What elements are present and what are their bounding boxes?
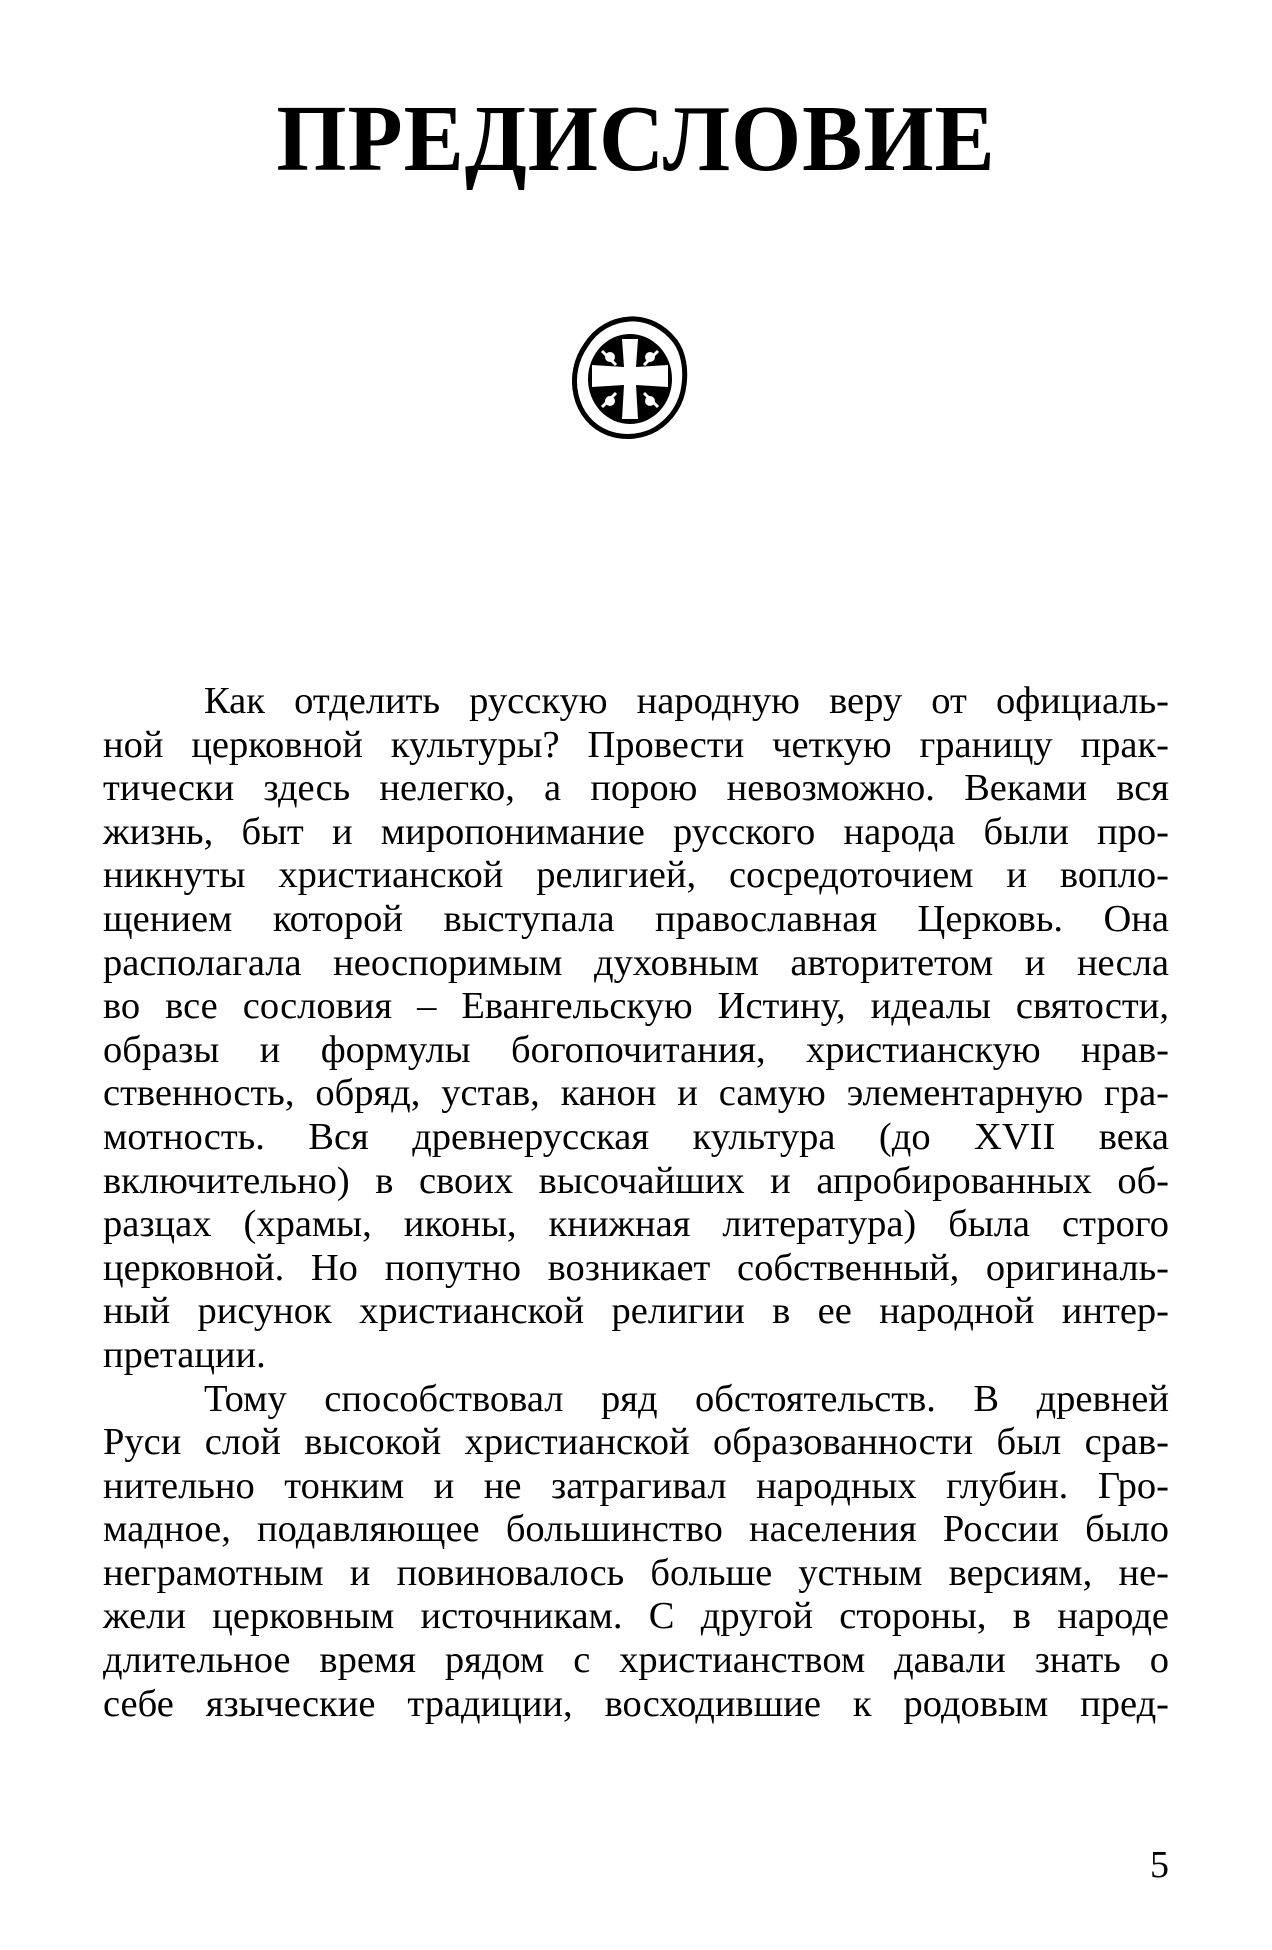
text-line: щением которой выступала православная Церковь. Она (103, 897, 1169, 940)
text-line: располагала неоспоримым духовным авторитетом и несла (103, 941, 1169, 984)
body-text (103, 680, 1169, 1726)
text-line: Тому способствовал ряд обстоятельств. В древней (204, 1377, 1169, 1420)
text-line: во все сословия – Евангельскую Истину, идеалы святости, (103, 985, 1169, 1028)
page-number: 5 (1150, 1844, 1169, 1886)
text-line: неграмотным и повиновалось больше устным версиям, не- (103, 1551, 1169, 1594)
text-line: разцах (храмы, иконы, книжная литература) была строго (103, 1203, 1169, 1246)
text-line: жизнь, быт и миропонимание русского народа были про- (103, 810, 1169, 853)
text-line: нительно тонким и не затрагивал народных глубин. Гро- (103, 1464, 1169, 1507)
text-line: церковной. Но попутно возникает собственный, оригиналь- (103, 1246, 1169, 1289)
text-line: ный рисунок христианской религии в ее народной интер- (103, 1290, 1169, 1333)
text-line: мадное, подавляющее большинство населения России было (103, 1508, 1169, 1551)
text-line: Руси слой высокой христианской образованности был срав- (103, 1421, 1169, 1464)
text-line: включительно) в своих высочайших и апробированных об- (103, 1159, 1169, 1202)
text-line: образы и формулы богопочитания, христианскую нрав- (103, 1028, 1169, 1071)
text-line: жели церковным источникам. С другой стороны, в народе (103, 1595, 1169, 1638)
text-line: никнуты христианской религией, сосредоточием и вопло- (103, 854, 1169, 897)
chapter-title: ПРЕДИСЛОВИЕ (276, 87, 996, 191)
paragraph-2 (103, 1378, 1169, 1727)
text-line: себе языческие традиции, восходившие к родовым пред- (103, 1682, 1169, 1725)
text-line: ственность, обряд, устав, канон и самую элементарную гра- (103, 1072, 1169, 1115)
text-line: Как отделить русскую народную веру от официаль- (204, 680, 1169, 722)
text-line: ной церковной культуры? Провести четкую границу прак- (103, 723, 1169, 766)
text-line: мотность. Вся древнерусская культура (до XVII века (103, 1115, 1169, 1158)
cross-roundel-icon (572, 315, 688, 441)
text-line: претации. (103, 1333, 266, 1376)
text-line: тически здесь нелегко, а порою невозможно. Веками вся (103, 767, 1169, 810)
text-line: длительное время рядом с христианством давали знать о (103, 1639, 1169, 1682)
paragraph-1 (103, 680, 1169, 1378)
